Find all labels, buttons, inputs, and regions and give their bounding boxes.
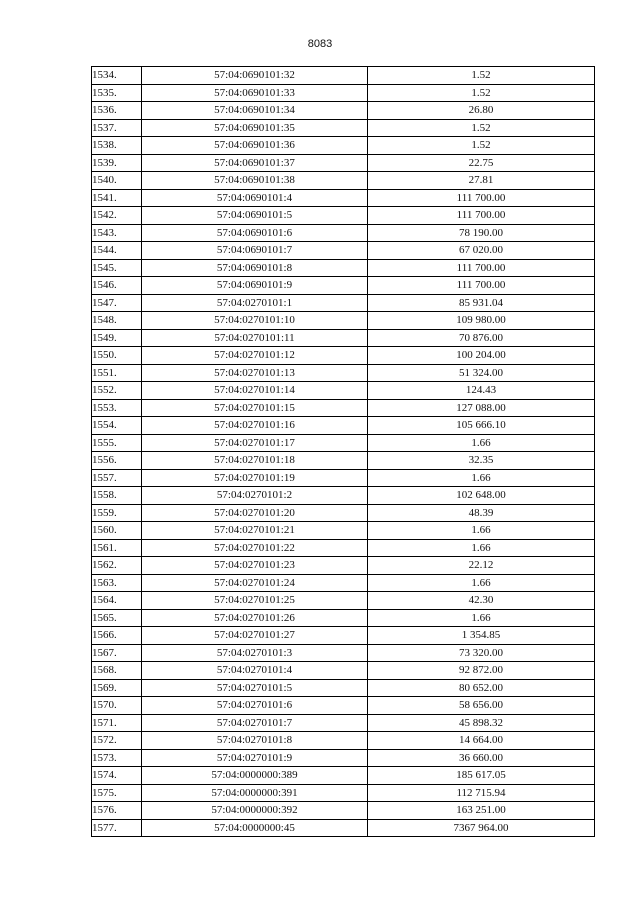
row-number-cell: 1567. — [92, 644, 142, 662]
row-number-cell: 1537. — [92, 119, 142, 137]
cadastral-value-cell: 48.39 — [368, 504, 595, 522]
row-number-cell: 1551. — [92, 364, 142, 382]
row-number-cell: 1573. — [92, 749, 142, 767]
row-number-cell: 1568. — [92, 662, 142, 680]
table-row — [92, 84, 595, 102]
row-number-cell: 1555. — [92, 434, 142, 452]
table-row — [92, 242, 595, 260]
row-number-cell: 1556. — [92, 452, 142, 470]
cadastral-number-cell: 57:04:0270101:18 — [142, 452, 368, 470]
cadastral-number-cell: 57:04:0270101:24 — [142, 574, 368, 592]
cadastral-number-cell: 57:04:0690101:9 — [142, 277, 368, 295]
table-row — [92, 137, 595, 155]
cadastral-number-cell: 57:04:0270101:22 — [142, 539, 368, 557]
cadastral-value-cell: 51 324.00 — [368, 364, 595, 382]
table-row — [92, 172, 595, 190]
table-row — [92, 277, 595, 295]
table-row — [92, 434, 595, 452]
row-number-cell: 1547. — [92, 294, 142, 312]
cadastral-value-cell: 111 700.00 — [368, 189, 595, 207]
cadastral-number-cell: 57:04:0270101:10 — [142, 312, 368, 330]
cadastral-number-cell: 57:04:0270101:23 — [142, 557, 368, 575]
cadastral-number-cell: 57:04:0000000:45 — [142, 819, 368, 837]
cadastral-value-cell: 124.43 — [368, 382, 595, 400]
row-number-cell: 1566. — [92, 627, 142, 645]
cadastral-value-cell: 111 700.00 — [368, 207, 595, 225]
table-row — [92, 644, 595, 662]
cadastral-number-cell: 57:04:0000000:389 — [142, 767, 368, 785]
cadastral-number-cell: 57:04:0270101:8 — [142, 732, 368, 750]
cadastral-value-cell: 58 656.00 — [368, 697, 595, 715]
cadastral-number-cell: 57:04:0690101:37 — [142, 154, 368, 172]
cadastral-value-cell: 67 020.00 — [368, 242, 595, 260]
cadastral-value-cell: 22.12 — [368, 557, 595, 575]
cadastral-value-cell: 1.52 — [368, 119, 595, 137]
table-row — [92, 784, 595, 802]
row-number-cell: 1564. — [92, 592, 142, 610]
table-row — [92, 714, 595, 732]
table-row — [92, 67, 595, 85]
table-row — [92, 329, 595, 347]
row-number-cell: 1575. — [92, 784, 142, 802]
table-row — [92, 417, 595, 435]
table-row — [92, 592, 595, 610]
row-number-cell: 1565. — [92, 609, 142, 627]
cadastral-number-cell: 57:04:0270101:27 — [142, 627, 368, 645]
table-row — [92, 732, 595, 750]
cadastral-value-cell: 163 251.00 — [368, 802, 595, 820]
cadastral-number-cell: 57:04:0270101:7 — [142, 714, 368, 732]
cadastral-value-cell: 36 660.00 — [368, 749, 595, 767]
table-row — [92, 452, 595, 470]
table-row — [92, 487, 595, 505]
table-body — [92, 67, 595, 837]
cadastral-value-cell: 7367 964.00 — [368, 819, 595, 837]
cadastral-value-cell: 127 088.00 — [368, 399, 595, 417]
cadastral-number-cell: 57:04:0690101:38 — [142, 172, 368, 190]
table-row — [92, 627, 595, 645]
cadastral-value-cell: 26.80 — [368, 102, 595, 120]
row-number-cell: 1561. — [92, 539, 142, 557]
cadastral-number-cell: 57:04:0000000:391 — [142, 784, 368, 802]
cadastral-value-cell: 1.66 — [368, 434, 595, 452]
row-number-cell: 1552. — [92, 382, 142, 400]
cadastral-value-cell: 80 652.00 — [368, 679, 595, 697]
cadastral-value-cell: 112 715.94 — [368, 784, 595, 802]
table-row — [92, 679, 595, 697]
cadastral-value-cell: 1.66 — [368, 469, 595, 487]
cadastral-value-cell: 1 354.85 — [368, 627, 595, 645]
cadastral-number-cell: 57:04:0690101:8 — [142, 259, 368, 277]
cadastral-number-cell: 57:04:0270101:4 — [142, 662, 368, 680]
cadastral-value-cell: 100 204.00 — [368, 347, 595, 365]
cadastral-number-cell: 57:04:0270101:14 — [142, 382, 368, 400]
cadastral-value-cell: 185 617.05 — [368, 767, 595, 785]
row-number-cell: 1572. — [92, 732, 142, 750]
cadastral-value-cell: 1.66 — [368, 609, 595, 627]
cadastral-value-cell: 32.35 — [368, 452, 595, 470]
cadastral-number-cell: 57:04:0270101:1 — [142, 294, 368, 312]
row-number-cell: 1553. — [92, 399, 142, 417]
page-number: 8083 — [307, 38, 333, 50]
row-number-cell: 1549. — [92, 329, 142, 347]
table-row — [92, 189, 595, 207]
cadastral-number-cell: 57:04:0270101:19 — [142, 469, 368, 487]
table-row — [92, 504, 595, 522]
row-number-cell: 1542. — [92, 207, 142, 225]
cadastral-number-cell: 57:04:0270101:15 — [142, 399, 368, 417]
cadastral-number-cell: 57:04:0270101:6 — [142, 697, 368, 715]
table-row — [92, 382, 595, 400]
row-number-cell: 1541. — [92, 189, 142, 207]
cadastral-number-cell: 57:04:0690101:32 — [142, 67, 368, 85]
row-number-cell: 1571. — [92, 714, 142, 732]
table-row — [92, 469, 595, 487]
cadastral-value-cell: 105 666.10 — [368, 417, 595, 435]
row-number-cell: 1562. — [92, 557, 142, 575]
row-number-cell: 1544. — [92, 242, 142, 260]
row-number-cell: 1577. — [92, 819, 142, 837]
table-row — [92, 294, 595, 312]
cadastral-number-cell: 57:04:0270101:12 — [142, 347, 368, 365]
table-row — [92, 609, 595, 627]
table-row — [92, 154, 595, 172]
cadastral-number-cell: 57:04:0270101:21 — [142, 522, 368, 540]
cadastral-number-cell: 57:04:0270101:2 — [142, 487, 368, 505]
cadastral-value-cell: 73 320.00 — [368, 644, 595, 662]
row-number-cell: 1540. — [92, 172, 142, 190]
cadastral-value-table — [91, 66, 595, 837]
table-row — [92, 697, 595, 715]
row-number-cell: 1576. — [92, 802, 142, 820]
cadastral-value-cell: 111 700.00 — [368, 259, 595, 277]
cadastral-number-cell: 57:04:0270101:26 — [142, 609, 368, 627]
table-row — [92, 102, 595, 120]
row-number-cell: 1574. — [92, 767, 142, 785]
cadastral-value-cell: 1.66 — [368, 522, 595, 540]
cadastral-value-cell: 22.75 — [368, 154, 595, 172]
cadastral-number-cell: 57:04:0690101:6 — [142, 224, 368, 242]
table-row — [92, 347, 595, 365]
table-row — [92, 224, 595, 242]
cadastral-value-cell: 1.66 — [368, 574, 595, 592]
cadastral-value-cell: 92 872.00 — [368, 662, 595, 680]
row-number-cell: 1535. — [92, 84, 142, 102]
cadastral-value-cell: 70 876.00 — [368, 329, 595, 347]
cadastral-value-cell: 109 980.00 — [368, 312, 595, 330]
row-number-cell: 1560. — [92, 522, 142, 540]
cadastral-number-cell: 57:04:0690101:5 — [142, 207, 368, 225]
cadastral-number-cell: 57:04:0690101:7 — [142, 242, 368, 260]
table-row — [92, 767, 595, 785]
cadastral-value-cell: 1.52 — [368, 67, 595, 85]
table-row — [92, 119, 595, 137]
table-row — [92, 207, 595, 225]
cadastral-value-cell: 102 648.00 — [368, 487, 595, 505]
cadastral-number-cell: 57:04:0270101:25 — [142, 592, 368, 610]
cadastral-value-cell: 14 664.00 — [368, 732, 595, 750]
table-row — [92, 399, 595, 417]
cadastral-number-cell: 57:04:0270101:11 — [142, 329, 368, 347]
table-row — [92, 259, 595, 277]
row-number-cell: 1550. — [92, 347, 142, 365]
cadastral-value-cell: 78 190.00 — [368, 224, 595, 242]
cadastral-value-cell: 1.52 — [368, 137, 595, 155]
row-number-cell: 1548. — [92, 312, 142, 330]
row-number-cell: 1545. — [92, 259, 142, 277]
row-number-cell: 1570. — [92, 697, 142, 715]
cadastral-value-cell: 27.81 — [368, 172, 595, 190]
row-number-cell: 1557. — [92, 469, 142, 487]
row-number-cell: 1538. — [92, 137, 142, 155]
cadastral-number-cell: 57:04:0270101:16 — [142, 417, 368, 435]
row-number-cell: 1554. — [92, 417, 142, 435]
cadastral-number-cell: 57:04:0270101:13 — [142, 364, 368, 382]
cadastral-value-cell: 111 700.00 — [368, 277, 595, 295]
row-number-cell: 1563. — [92, 574, 142, 592]
cadastral-value-cell: 85 931.04 — [368, 294, 595, 312]
cadastral-number-cell: 57:04:0270101:5 — [142, 679, 368, 697]
row-number-cell: 1536. — [92, 102, 142, 120]
table-row — [92, 802, 595, 820]
cadastral-number-cell: 57:04:0270101:3 — [142, 644, 368, 662]
row-number-cell: 1559. — [92, 504, 142, 522]
cadastral-number-cell: 57:04:0000000:392 — [142, 802, 368, 820]
table-row — [92, 312, 595, 330]
cadastral-number-cell: 57:04:0690101:33 — [142, 84, 368, 102]
table-row — [92, 557, 595, 575]
row-number-cell: 1546. — [92, 277, 142, 295]
cadastral-number-cell: 57:04:0690101:4 — [142, 189, 368, 207]
row-number-cell: 1534. — [92, 67, 142, 85]
row-number-cell: 1539. — [92, 154, 142, 172]
cadastral-number-cell: 57:04:0270101:17 — [142, 434, 368, 452]
cadastral-number-cell: 57:04:0690101:36 — [142, 137, 368, 155]
cadastral-value-cell: 1.66 — [368, 539, 595, 557]
row-number-cell: 1543. — [92, 224, 142, 242]
cadastral-value-cell: 45 898.32 — [368, 714, 595, 732]
cadastral-number-cell: 57:04:0690101:35 — [142, 119, 368, 137]
table-row — [92, 539, 595, 557]
table-row — [92, 749, 595, 767]
cadastral-value-cell: 42.30 — [368, 592, 595, 610]
cadastral-value-cell: 1.52 — [368, 84, 595, 102]
table-row — [92, 819, 595, 837]
table-row — [92, 364, 595, 382]
table-row — [92, 662, 595, 680]
row-number-cell: 1558. — [92, 487, 142, 505]
cadastral-number-cell: 57:04:0270101:20 — [142, 504, 368, 522]
cadastral-number-cell: 57:04:0690101:34 — [142, 102, 368, 120]
row-number-cell: 1569. — [92, 679, 142, 697]
cadastral-number-cell: 57:04:0270101:9 — [142, 749, 368, 767]
table-row — [92, 522, 595, 540]
table-row — [92, 574, 595, 592]
